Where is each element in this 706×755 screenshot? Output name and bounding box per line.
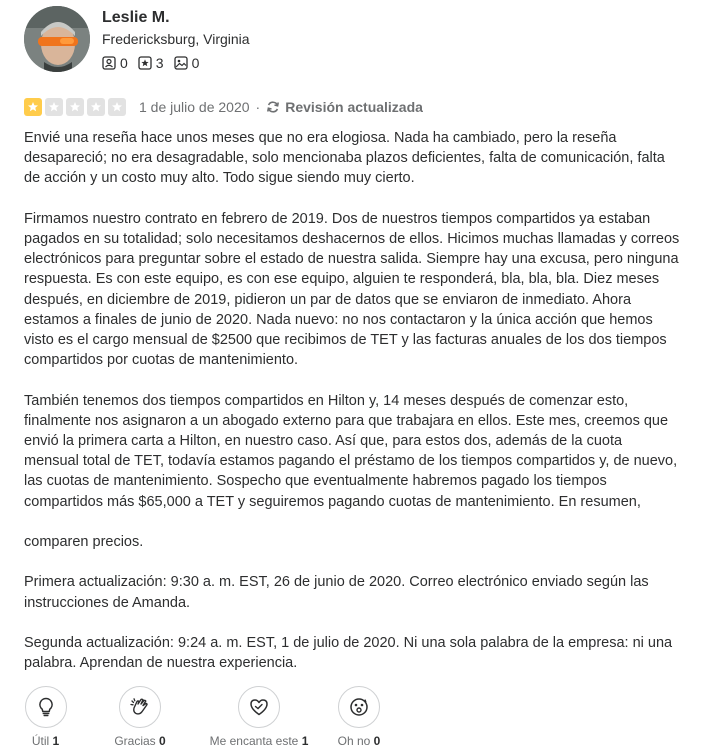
- reaction-label: [210, 734, 309, 748]
- user-name[interactable]: Leslie M.: [102, 9, 170, 26]
- clapping-hands-icon-button[interactable]: [119, 686, 161, 728]
- heart-icon: [248, 696, 270, 718]
- review-paragraph: Segunda actualización: 9:24 a. m. EST, 1 de julio de 2020. Ni una sola palabra de la empresa: ni una palabra. Aprendan de nuestra experiencia.: [24, 635, 673, 672]
- review-text: [24, 128, 680, 694]
- photos-count: 0: [191, 55, 200, 71]
- photo-icon: [174, 56, 188, 70]
- review-date: 1 de julio de 2020: [139, 99, 250, 115]
- star-5: [108, 98, 126, 116]
- reaction-label: [338, 734, 381, 748]
- lightbulb-icon-button[interactable]: [25, 686, 67, 728]
- lightbulb-icon: [35, 696, 57, 718]
- reviews-stat: [138, 55, 164, 71]
- reaction-oh-no[interactable]: [329, 686, 389, 748]
- user-header: [24, 6, 684, 76]
- reaction-label: [114, 734, 165, 748]
- star-3: [66, 98, 84, 116]
- reaction-util[interactable]: [22, 686, 69, 748]
- avatar[interactable]: [24, 6, 90, 72]
- friends-stat: [102, 55, 128, 71]
- reaction-label: [32, 734, 59, 748]
- reaction-count: 0: [159, 734, 166, 748]
- rating-row: [24, 96, 423, 118]
- reaction-me-encanta-este[interactable]: [207, 686, 311, 748]
- friends-icon: [102, 56, 116, 70]
- star-4: [87, 98, 105, 116]
- surprised-face-icon-button[interactable]: [338, 686, 380, 728]
- photos-stat: [174, 55, 200, 71]
- reaction-label-text: Gracias: [114, 734, 159, 748]
- review-paragraph: Firmamos nuestro contrato en febrero de 2019. Dos de nuestros tiempos compartidos ya estaban pagados en su totalidad; solo necesitamos deshacernos de ellos. Hicimos muchas llamadas y correos electrónicos para preguntar sobre el estado de nuestra salida. Siempre hay una excusa, pero ninguna respuesta. Es con este equipo, es con ese equipo, alguien te responderá, bla, bla, bla. Diez meses después, en diciembre de 2019, pidieron un par de datos que se enviaron de inmediato. Ahora estamos a finales de junio de 2020. Nada nuevo: no nos contactaron y la única acción que hemos visto es el cargo mensual de $2500 que recibimos de TET y las facturas anuales de los dos tiempos compartidos por cuotas de mantenimiento.: [24, 210, 680, 369]
- reaction-label-text: Me encanta este: [209, 734, 302, 748]
- review-paragraph: También tenemos dos tiempos compartidos en Hilton y, 14 meses después de comenzar esto, finalmente nos asignaron a un abogado externo para que trabajara en ellos. Este mes, creemos que envió la primera carta a Hilton, en nuestro caso. Así que, para estos dos, además de la cuota mensual total de TET, todavía estamos pagando el préstamo de los tiempos compartidos y, de nuevo, las cuotas de mantenimiento. Sospecho que eventualmente habremos pagado los tiempos compartidos más $65,000 a TET y seguiremos pagando cuotas de mantenimiento. En resumen,: [24, 392, 678, 510]
- updated-review-link[interactable]: [266, 99, 423, 115]
- reaction-label-text: Útil: [31, 734, 53, 748]
- reaction-count: 1: [301, 734, 309, 748]
- review-paragraph: comparen precios.: [24, 534, 144, 551]
- refresh-icon: [266, 100, 280, 114]
- user-stats: [102, 55, 209, 71]
- user-location: Fredericksburg, Virginia: [102, 31, 250, 47]
- review-paragraph: Primera actualización: 9:30 a. m. EST, 26 de junio de 2020. Correo electrónico enviado según las instrucciones de Amanda.: [24, 574, 649, 611]
- heart-icon-button[interactable]: [238, 686, 280, 728]
- updated-label: Revisión actualizada: [285, 99, 423, 115]
- review-star-icon: [138, 56, 152, 70]
- separator-dot: ·: [255, 99, 261, 115]
- star-1: [24, 98, 42, 116]
- reviews-count: 3: [155, 55, 164, 71]
- reaction-gracias[interactable]: [97, 686, 183, 748]
- friends-count: 0: [120, 55, 128, 71]
- review-paragraph: Envié una reseña hace unos meses que no era elogiosa. Nada ha cambiado, pero la reseña desapareció; no era desagradable, solo mencionaba plazos deficientes, falta de comunicación, falta de acción y un costo muy alto. Todo sigue siendo muy cierto.: [24, 130, 665, 187]
- star-2: [45, 98, 63, 116]
- reaction-bar: [22, 686, 389, 748]
- reaction-label-text: Oh no: [337, 734, 374, 748]
- clapping-hands-icon: [129, 696, 151, 718]
- reaction-count: 1: [52, 734, 60, 748]
- star-rating: [24, 98, 129, 116]
- surprised-face-icon: [348, 696, 370, 718]
- reaction-count: 0: [373, 734, 381, 748]
